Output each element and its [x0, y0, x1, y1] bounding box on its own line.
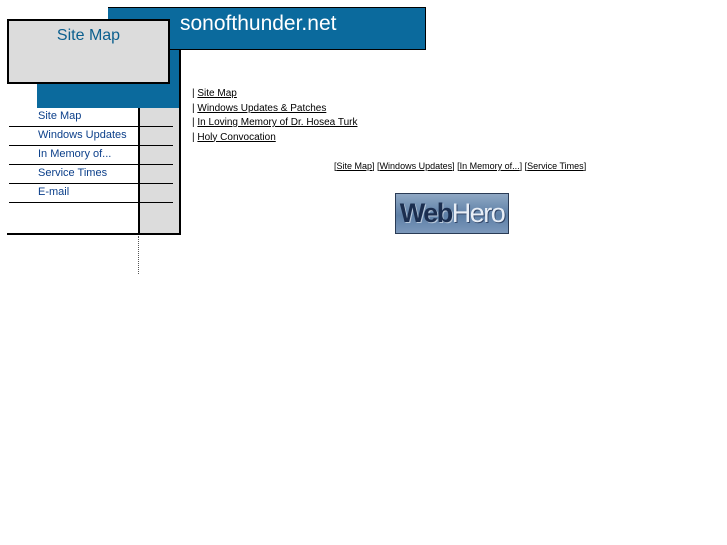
sidebar-item-email[interactable]: E-mail	[9, 184, 173, 203]
webhero-badge[interactable]	[395, 193, 509, 234]
sidebar-item-windows-updates[interactable]: Windows Updates	[9, 127, 173, 146]
list-item	[192, 131, 357, 146]
sidebar-border-right	[179, 50, 181, 235]
sidebar-nav	[9, 108, 173, 203]
list-separator: |	[192, 102, 198, 114]
sidebar-item-in-memory[interactable]: In Memory of...	[9, 146, 173, 165]
site-map-list	[192, 87, 357, 145]
text-nav-windows-updates[interactable]: Windows Updates	[379, 161, 453, 171]
link-site-map[interactable]: Site Map	[197, 88, 237, 99]
list-item	[192, 116, 357, 131]
text-nav-in-memory[interactable]: In Memory of...	[459, 161, 520, 171]
link-holy-convocation[interactable]: Holy Convocation	[197, 131, 276, 143]
text-navigation: [Site Map] [Windows Updates] [In Memory of...] [Service Times]	[334, 161, 587, 171]
list-item	[192, 102, 357, 117]
list-separator: |	[192, 88, 198, 99]
page-title-box	[7, 19, 170, 84]
sidebar-border-bottom	[7, 233, 181, 235]
site-name: sonofthunder.net	[180, 12, 337, 35]
sidebar-item-service-times[interactable]: Service Times	[9, 165, 173, 184]
text-nav-service-times[interactable]: Service Times	[527, 161, 584, 171]
badge-text-bold: Web	[399, 198, 452, 228]
link-windows-updates[interactable]: Windows Updates & Patches	[197, 102, 327, 114]
list-separator: |	[192, 117, 198, 128]
page-title: Site Map	[56, 27, 121, 44]
list-item	[192, 87, 357, 102]
text-nav-site-map[interactable]: Site Map	[336, 161, 373, 171]
badge-text-light: Hero	[451, 198, 505, 228]
sidebar-dotted-line	[138, 236, 140, 274]
list-separator: |	[192, 131, 198, 143]
sidebar-item-site-map[interactable]: Site Map	[9, 108, 173, 127]
link-in-loving-memory[interactable]: In Loving Memory of Dr. Hosea Turk	[197, 117, 358, 128]
